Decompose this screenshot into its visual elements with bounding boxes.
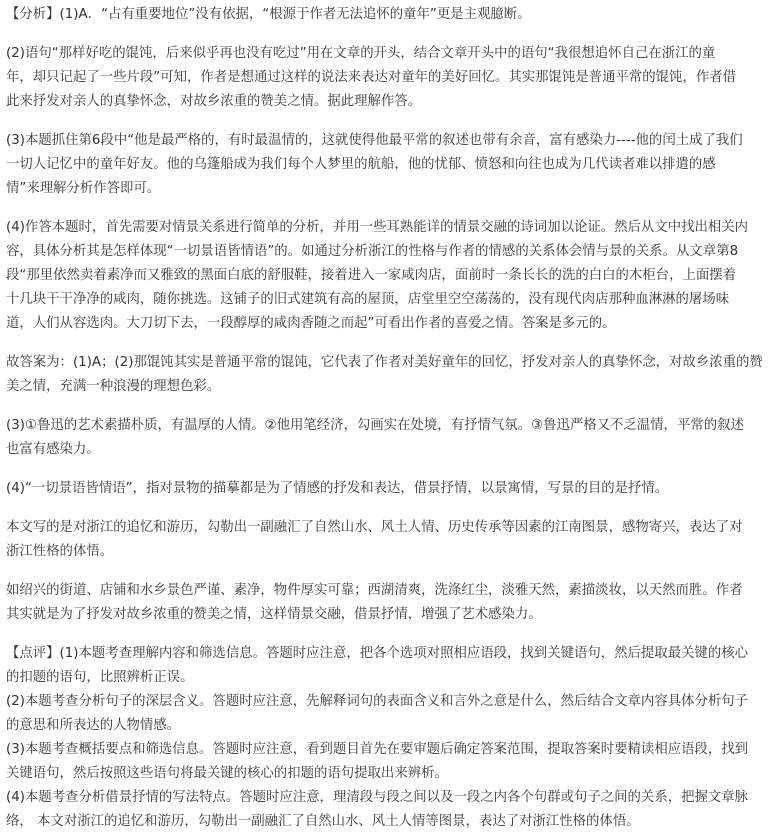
comment-paragraph-1 (6, 642, 780, 690)
text-line: 络， 本文对浙江的追忆和游历，勾勒出一副融汇了自然山水、风土人情等图景，表达了对浙江性格的体悟。 (6, 814, 640, 829)
text-line: 关键语句，然后按照这些语句将最关键的核心的扣题的语句提取出来辨析。 (6, 766, 448, 781)
comment-paragraph-2 (6, 690, 780, 738)
analysis-paragraph-1: 【分析】(1)A．“占有重要地位”没有依据，“根源于作者无法追怀的童年”更是主观臆断。 (6, 7, 531, 22)
text-line: 容，具体分析其是怎样体现“一切景语皆情语”的。如通过分析浙江的性格与作者的情感的关系体会情与景的关系。从文章第8 (6, 244, 739, 259)
text-line: (3)本题考查概括要点和筛选信息。答题时应注意，看到题目首先在要审题后确定答案范围，提取答案时要精读相应语段，找到 (6, 742, 749, 757)
comment-paragraph-4 (6, 786, 780, 834)
text-line: 本文写的是对浙江的追忆和游历，勾勒出一副融汇了自然山水、风土人情、历史传承等因素的江南图景，感物寄兴，表达了对 (6, 520, 743, 535)
text-line: 年，却只记起了一些片段”可知，作者是想通过这样的说法来表达对童年的美好回忆。其实那馄饨是普通平常的馄饨，作者借 (6, 70, 737, 85)
text-line: 段“那里依然卖着素净而又雅致的黑面白底的舒服鞋，接着进入一家咸肉店，面前时一条长长的洗的白白的木柜台，上面摆着 (6, 268, 737, 283)
text-line: (3)①鲁迅的艺术素描朴质，有温厚的人情。②他用笔经济，勾画实在处境，有抒情气氛。③鲁迅严格又不乏温情，平常的叙述 (6, 418, 744, 433)
text-line: 其实就是为了抒发对故乡浓重的赞美之情，这样情景交融，借景抒情，增强了艺术感染力。 (6, 607, 542, 622)
text-line: 也富有感染力。 (6, 442, 100, 457)
text-line: 浙江性格的体悟。 (6, 544, 114, 559)
analysis-paragraph-3 (6, 129, 780, 201)
answer-paragraph-2 (6, 414, 780, 462)
analysis-paragraph-2 (6, 42, 780, 114)
text-line: (4)本题考查分析借景抒情的写法特点。答题时应注意，理清段与段之间以及一段之内各个句群或句子之间的关系，把握文章脉 (6, 790, 749, 805)
text-line: 故答案为：(1)A；(2)那馄饨其实是普通平常的馄饨，它代表了作者对美好童年的回忆，抒发对亲人的真挚怀念，对故乡浓重的赞 (6, 355, 763, 370)
text-line: (4)作答本题时，首先需要对情景关系进行简单的分析，并用一些耳熟能详的情景交融的诗词加以论证。然后从文中找出相关内 (6, 220, 749, 235)
answer-paragraph-3: (4)“一切景语皆情语”，指对景物的描摹都是为了情感的抒发和表达，借景抒情，以景寓情，写景的目的是抒情。 (6, 481, 669, 496)
text-line: 十几块干干净净的咸肉，随你挑选。这铺子的旧式建筑有高的屋顶，店堂里空空荡荡的，没有现代肉店那种血淋淋的屠场味 (6, 292, 730, 307)
comment-paragraph-3 (6, 738, 780, 786)
text-line: 如绍兴的街道、店铺和水乡景色严谨、素净，物件厚实可靠；西湖清爽，洗涤红尘，淡雅天然，素描淡妆，以天然而胜。作者 (6, 583, 743, 598)
text-line: 一切人记忆中的童年好友。他的乌篷船成为我们每个人梦里的航船，他的忧郁、愤怒和向往也成为几代读者难以排遣的感 (6, 157, 716, 172)
text-line: 【点评】(1)本题考查理解内容和筛选信息。答题时应注意，把各个选项对照相应语段，找到关键语句，然后提取最关键的核心 (6, 646, 749, 661)
analysis-paragraph-4 (6, 216, 780, 336)
text-line: 的意思和所表达的人物情感。 (6, 718, 181, 733)
text-line: (3)本题抓住第6段中“他是最严格的，有时最温情的，这就使得他最平常的叙述也带有余音，富有感染力----他的闰土成了我们 (6, 133, 743, 148)
text-line: (2)本题考查分析句子的深层含义。答题时应注意，先解释词句的表面含义和言外之意是什么，然后结合文章内容具体分析句子 (6, 694, 749, 709)
text-line: (2)语句“那样好吃的馄饨，后来似乎再也没有吃过”用在文章的开头，结合文章开头中的语句“我很想追怀自己在浙江的童 (6, 46, 716, 61)
text-line: 情”来理解分析作答即可。 (6, 181, 161, 196)
answer-paragraph-5 (6, 579, 780, 627)
answer-paragraph-1 (6, 351, 780, 399)
text-line: 道，人们从容选肉。大刀切下去，一段醇厚的咸肉香随之而起”可看出作者的喜爱之情。答案是多元的。 (6, 316, 616, 331)
answer-paragraph-4 (6, 516, 780, 564)
text-line: 此来抒发对亲人的真挚怀念，对故乡浓重的赞美之情。据此理解作答。 (6, 94, 422, 109)
text-line: 的扣题的语句，比照辨析正误。 (6, 670, 194, 685)
text-line: 美之情，充满一种浪漫的理想色彩。 (6, 379, 221, 394)
